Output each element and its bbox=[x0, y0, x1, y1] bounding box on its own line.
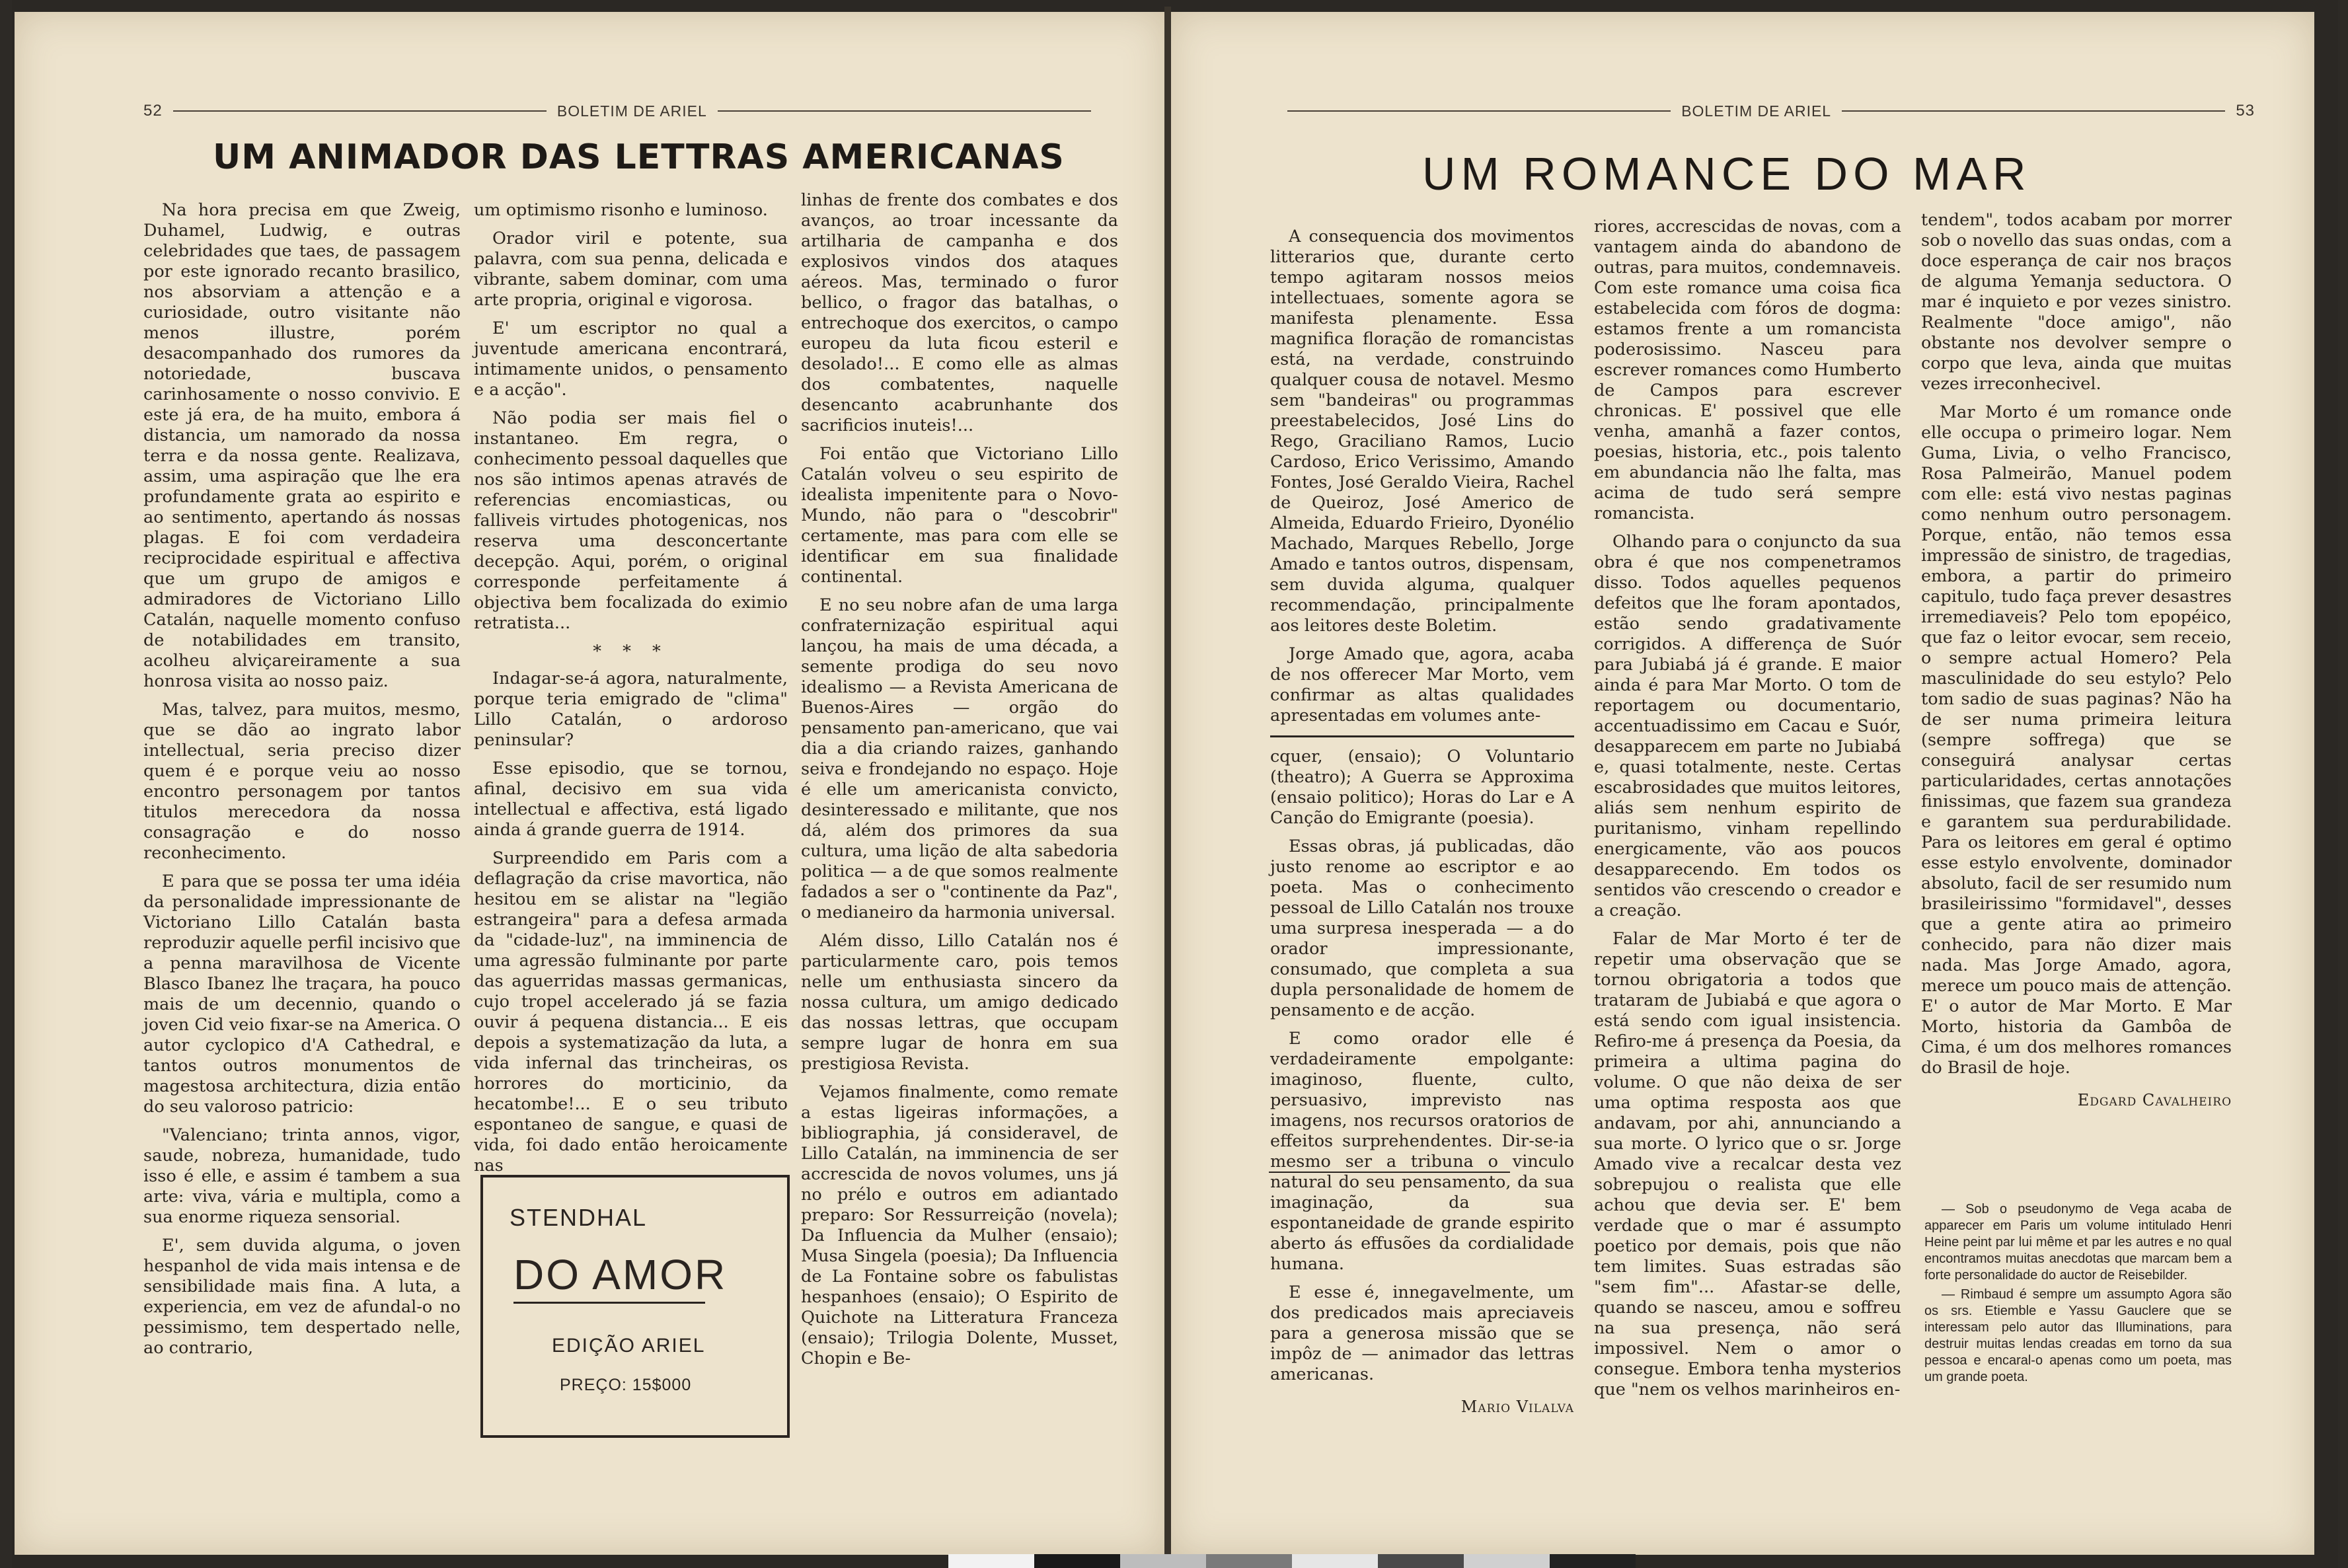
scale-swatch bbox=[1378, 1554, 1464, 1568]
scale-swatch bbox=[948, 1554, 1034, 1568]
paragraph: Olhando para o conjuncto da sua obra é que nos compenetramos disso. Todos aquelles pequenos defeitos que lhe foram apontados, estão sendo gradativamente corrigidos. A differença de Suór para Jubiabá já é grande. E maior ainda é para Mar Morto. O tom de reportagem ou documentario, accentuadissimo em Cacau e Suór, desapparecem em parte no Jubiabá e, quasi totalmente, neste. Certas escabrosidades que muitos leitores, aliás sem nenhum espirito de puritanismo, vinham repellindo energicamente, vão aos poucos desapparecendo. Em todos os sentidos vão crescendo o creador e a creação. bbox=[1594, 532, 1901, 920]
paragraph: "Valenciano; trinta annos, vigor, saude, nobreza, humanidade, tudo isso é elle, e assim é tambem a sua arte: viva, vária e multipla, como a sua enorme riqueza sensorial. bbox=[143, 1125, 461, 1227]
ad-title: DO AMOR bbox=[513, 1251, 728, 1298]
left-page bbox=[15, 12, 1164, 1555]
scale-swatch bbox=[1034, 1554, 1120, 1568]
right-article-headline: UM ROMANCE DO MAR bbox=[1422, 148, 2031, 200]
paragraph: Foi então que Victoriano Lillo Catalán volveu o seu espirito de idealista impenitente para o Novo-Mundo, não para o "descobrir" certamente, mas para com elle se identificar em sua finalidade continental. bbox=[801, 444, 1118, 587]
color-scale-bar bbox=[948, 1554, 1636, 1568]
paragraph: Além disso, Lillo Catalán nos é particularmente caro, pois temos nelle um enthusiasta sincero da nossa cultura, um amigo dedicado das nossas lettras, que occupam sempre lugar de honra em sua prestigiosa Revista. bbox=[801, 931, 1118, 1074]
paragraph: Vejamos finalmente, como remate a estas ligeiras informações, a bibliographia, já consideravel, de Lillo Catalán, na imminencia de ser accrescida de novos volumes, uns já no prélo e outros em adiantado preparo: Sor Ressurreição (novela); Da Influencia da Mulher (ensaio); Musa Singela (poesia); Da Influencia de La Fontaine sobre os fabulistas hespanhoes (ensaio); O Espirito de Quichote na Litteratura Franceza (ensaio); Trilogia Dolente, Musset, Chopin e Be- bbox=[801, 1082, 1118, 1368]
paragraph: E esse é, innegavelmente, um dos predicados mais apreciaveis para a generosa missão que se impôz de — animador das lettras americanas. bbox=[1270, 1283, 1574, 1384]
footnote: — Rimbaud é sempre um assumpto Agora são os srs. Etiemble e Yassu Gauclere que se interessam pelo autor das Illuminations, para destruir muitas lendas creadas em torno da sua pessoa e encaral-o apenas como um poeta, mas um grande poeta. bbox=[1924, 1287, 2232, 1384]
right-column-1 bbox=[1270, 227, 1574, 1417]
paragraph: E', sem duvida alguma, o joven hespanhol de vida mais intensa e de sensibilidade mais fina. A luta, a experiencia, em vez de afundal-o no pessimismo, tem despertado nelle, ao contrario, bbox=[143, 1236, 461, 1358]
right-column-3 bbox=[1921, 210, 2232, 1111]
paragraph: Mar Morto é um romance onde elle occupa o primeiro logar. Nem Guma, Livia, o velho Francisco, Rosa Palmeirão, Manuel podem com elle: está vivo nestas paginas como nenhum outro personagem. Porque, então, não temos essa impressão de sinistro, de tragedias, embora, a partir do primeiro capitulo, tudo faça prever desastres irremediaveis? Pelo tom epopéico, que faz o leitor evocar, sem receio, o sempre actual Homero? Pela masculinidade do seu estylo? Pelo tom sadio de suas paginas? Não ha de ser numa primeira leitura (sempre soffrega) que se conseguirá analysar certas particularidades, certas annotações finissimas, que fazem sua grandeza e garantem sua perdurabilidade. Para os leitores em geral é optimo esse estylo envolvente, dominador absoluto, facil de ser resumido num brasileirissimo "formidavel", desses que a gente atira ao primeiro conhecido, para não dizer mais nada. Mas Jorge Amado, agora, merece um pouco mais de attenção. E' o autor de Mar Morto. E Mar Morto, historia da Gambôa de Cima, é um dos melhores romances do Brasil de hoje. bbox=[1921, 402, 2232, 1078]
footnote: — Sob o pseudonymo de Vega acaba de apparecer em Paris um volume intitulado Henri Heine peint par lui même et par les autres e no qual encontramos muitas anecdotas que marcam bem a forte personalidade do auctor de Reisebilder. bbox=[1924, 1202, 2232, 1283]
paragraph: Orador viril e potente, sua palavra, com sua penna, delicada e vibrante, sabem dominar, com uma arte propria, original e vigorosa. bbox=[474, 229, 788, 310]
scale-swatch bbox=[1120, 1554, 1206, 1568]
paragraph: cquer, (ensaio); O Voluntario (theatro); A Guerra se Approxima (ensaio politico); Horas do Lar e A Canção do Emigrante (poesia). bbox=[1270, 747, 1574, 828]
left-column-3 bbox=[801, 190, 1118, 1377]
right-page bbox=[1171, 12, 2314, 1555]
footnote-rule bbox=[1269, 1172, 1510, 1173]
left-head-rule-a bbox=[173, 110, 547, 112]
paragraph: Não podia ser mais fiel o instantaneo. Em regra, o conhecimento pessoal daquelles que nos são intimos apenas através de referencias encomiasticas, ou falliveis virtudes photogenicas, nos reserva uma desconcertante decepção. Aqui, porém, o original corresponde perfeitamente á objectiva bem focalizada do eximio retratista... bbox=[474, 408, 788, 633]
scale-swatch bbox=[1206, 1554, 1292, 1568]
paragraph: riores, accrescidas de novas, com a vantagem ainda do abandono de outras, para muitos, condemnaveis. Com este romance uma coisa fica estabelecida com fóros de dogma: estamos frente a um romancista poderosissimo. Nasceu para escrever romances como Humberto de Campos para escrever chronicas. E' possivel que elle venha, amanhã a fazer contos, poesias, historia, etc., pois talento em abundancia não lhe falta, mas acima de tudo será sempre romancista. bbox=[1594, 217, 1901, 523]
paragraph: linhas de frente dos combates e dos avanços, ao troar incessante da artilharia de campanha e dos explosivos vindos dos ataques aéreos. Mas, terminado o furor bellico, o fragor das batalhas, o entrechoque dos exercitos, o campo europeu da luta ficou esteril e desolado!... E como elle as almas dos combatentes, naquelle desencanto acabrunhante dos sacrificios inuteis!... bbox=[801, 190, 1118, 435]
paragraph: A consequencia dos movimentos litterarios que, durante certo tempo agitaram nossos meios intellectuaes, somente agora se manifesta plenamente. Essa magnifica floração de romancistas está, na verdade, construindo qualquer cousa de notavel. Mesmo sem "bandeiras" ou programmas preestabelecidos, José Lins do Rego, Graciliano Ramos, Lucio Cardoso, Erico Verissimo, Amando Fontes, José Geraldo Vieira, Rachel de Queiroz, José Americo de Almeida, Eduardo Frieiro, Dyonélio Machado, Marques Rebello, Jorge Amado e tantos outros, dispensam, sem duvida alguma, qualquer recommendação, principalmente aos leitores deste Boletim. bbox=[1270, 227, 1574, 636]
paragraph: E como orador elle é verdadeiramente empolgante: imaginoso, fluente, culto, persuasivo, imprevisto nas imagens, nos recursos oratorios de effeitos surprehendentes. Dir-se-ia mesmo ser a tribuna o vinculo natural do seu pensamento, da sua imaginação, da sua espontaneidade de grande espirito aberto ás effusões da cordialidade humana. bbox=[1270, 1029, 1574, 1274]
left-page-number: 52 bbox=[143, 102, 163, 120]
right-column-2 bbox=[1594, 217, 1901, 1408]
scale-swatch bbox=[1550, 1554, 1636, 1568]
left-head-rule-b bbox=[718, 110, 1091, 112]
paragraph: tendem", todos acabam por morrer sob o novello das suas ondas, com a doce esperança de cair nos braços de alguma Yemanja seductora. O mar é inquieto e por vezes sinistro. Realmente "doce amigo", não obstante nos devolver sempre o corpo que leva, ainda que muitas vezes irreconhecivel. bbox=[1921, 210, 2232, 394]
paragraph: Surpreendido em Paris com a deflagração da crise mavortica, não hesitou em se alistar na "legião estrangeira" para a defesa armada da "cidade-luz", na imminencia de uma agressão fulminante por parte das aguerridas massas germanicas, cujo tropel accelerado já se fazia ouvir á pequena distancia... E eis depois a systematização da luta, a vida infernal das trincheiras, os horrores do morticinio, da hecatombe!... E o seu tributo espontaneo de sangue, e quasi de vida, foi dado então heroicamente nas bbox=[474, 848, 788, 1176]
ad-price: PREÇO: 15$000 bbox=[560, 1376, 692, 1394]
signature-mario-vilalva: Mario Vilalva bbox=[1460, 1398, 1574, 1416]
paragraph: um optimismo risonho e luminoso. bbox=[474, 200, 768, 220]
scale-swatch bbox=[1292, 1554, 1378, 1568]
right-running-title: BOLETIM DE ARIEL bbox=[1681, 102, 1832, 120]
paragraph: Mas, talvez, para muitos, mesmo, que se dão ao ingrato labor intellectual, seria preciso dizer quem é e porque veiu ao nosso encontro personagem por tantos titulos merecedora da nossa consagração e do nosso reconhecimento. bbox=[143, 700, 461, 863]
right-page-number: 53 bbox=[2236, 102, 2255, 120]
paragraph: Esse episodio, que se tornou, afinal, decisivo em sua vida intellectual e affectiva, está ligado ainda á grande guerra de 1914. bbox=[474, 759, 788, 840]
paragraph: E para que se possa ter uma idéia da personalidade impressionante de Victoriano Lillo Catalán basta reproduzir aquelle perfil incisivo que a penna maravilhosa de Vicente Blasco Ibanez lhe traçara, ha pouco mais de um decennio, quando o joven Cid veio fixar-se na America. O autor cyclopico d'A Cathedral, e tantos outros monumentos de magestosa architectura, dizia então do seu valoroso patricio: bbox=[143, 872, 461, 1117]
right-head-rule-b bbox=[1842, 110, 2225, 112]
scale-swatch bbox=[1464, 1554, 1550, 1568]
right-head-rule-a bbox=[1287, 110, 1671, 112]
left-running-head bbox=[143, 98, 1102, 124]
paragraph: Essas obras, já publicadas, dão justo renome ao escriptor e ao poeta. Mas o conhecimento pessoal de Lillo Catalán nos trouxe uma surpresa inesperada — a do orador impressionante, consumado, que completa a sua dupla personalidade de homem de pensamento e de acção. bbox=[1270, 837, 1574, 1020]
ad-title-underline bbox=[513, 1302, 705, 1304]
paragraph: Jorge Amado que, agora, acaba de nos offerecer Mar Morto, vem confirmar as altas qualidades apresentadas em volumes ante- bbox=[1270, 644, 1574, 726]
book-advertisement bbox=[480, 1175, 790, 1438]
paragraph: Na hora precisa em que Zweig, Duhamel, Ludwig, e outras celebridades que taes, de passagem por este ignorado recanto brasilico, nos absorviam a attenção e a curiosidade, outro visitante não menos illustre, porém desacompanhado dos rumores da notoriedade, buscava carinhosamente o nosso convivio. E este já era, de ha muito, embora á distancia, um namorado da nossa terra e da nossa gente. Realizava, assim, uma aspiração que lhe era profundamente grata ao espirito e ao sentimento, apertando ás nossas plagas. E foi com verdadeira reciprocidade espiritual e affectiva que um grupo de amigos e admiradores de Victoriano Lillo Catalán, naquelle momento confuso de notabilidades em transito, acolheu alviçareiramente a sua honrosa visita ao nosso paiz. bbox=[143, 200, 461, 691]
ad-author: STENDHAL bbox=[510, 1204, 648, 1231]
binding-gutter bbox=[1164, 7, 1171, 1559]
left-column-2 bbox=[474, 200, 788, 1184]
right-running-head bbox=[1277, 98, 2255, 124]
right-footnotes bbox=[1924, 1201, 2232, 1388]
paragraph: E no seu nobre afan de uma larga confraternização espiritual aqui lançou, ha mais de uma década, a semente prodiga do seu novo idealismo — a Revista Americana de Buenos-Aires — orgão do pensamento pan-americano, que vai dia a dia criando raizes, ganhando seiva e frondejando no espaço. Hoje é elle um americanista convicto, desinteressado e militante, que nos dá, além dos primores da sua cultura, uma lição de alta sabedoria politica — a de que somos realmente fadados a ser o "continente da Paz", o medianeiro da harmonia universal. bbox=[801, 595, 1118, 922]
ad-edition: EDIÇÃO ARIEL bbox=[552, 1335, 706, 1357]
paragraph: E' um escriptor no qual a juventude americana encontrará, intimamente unidos, o pensamento e a acção". bbox=[474, 318, 788, 400]
article-separator-rule bbox=[1270, 735, 1574, 737]
signature-edgard-cavalheiro: Edgard Cavalheiro bbox=[2077, 1091, 2232, 1109]
section-divider-stars: * * * bbox=[593, 642, 669, 661]
paragraph: Falar de Mar Morto é ter de repetir uma observação que se tornou obrigatoria a todos que trataram de Jubiabá e que agora o está sendo com igual insistencia. Refiro-me á presença da Poesia, da primeira a ultima pagina do volume. O que não deixa de ser uma optima resposta aos que andavam, por ahi, annunciando a sua morte. O lyrico que o sr. Jorge Amado vive a recalcar desta vez sobrepujou o realista que elle achou que devia ser. E' bem verdade que o mar é assumpto poetico por demais, pois que não tem limites. Suas estradas são "sem fim"... Afastar-se delle, quando se nasceu, amou e soffreu na sua presença, não será impossivel. Nem o amor o consegue. Embora tenha mysterios que "nem os velhos marinheiros en- bbox=[1594, 929, 1901, 1400]
paragraph: Indagar-se-á agora, naturalmente, porque teria emigrado de "clima" Lillo Catalán, o ardoroso peninsular? bbox=[474, 669, 788, 750]
left-running-title: BOLETIM DE ARIEL bbox=[556, 102, 707, 120]
left-article-headline: UM ANIMADOR DAS LETTRAS AMERICANAS bbox=[213, 137, 1065, 177]
left-column-1 bbox=[143, 200, 461, 1366]
